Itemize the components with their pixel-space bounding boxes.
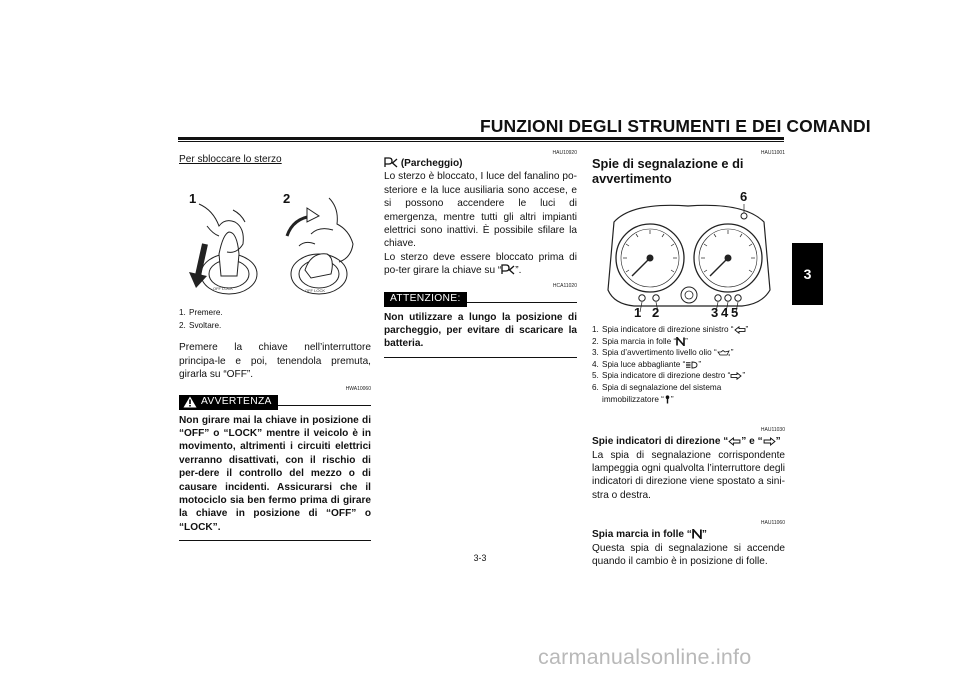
warning-label: AVVERTENZA [201, 396, 272, 408]
subheading-turn-signals: Spie indicatori di direzione “ ” e “ ” [592, 436, 781, 448]
caution-rule [467, 302, 577, 303]
subheading-neutral: Spia marcia in folle “ ” [592, 529, 707, 541]
body-paragraph: Premere la chiave nell’interruttore principa-le e poi, tenendola premuta, girarla su “OFF”. [179, 342, 371, 381]
key-unlock-figure [179, 174, 371, 304]
instrument-cluster-figure [592, 189, 785, 320]
switch-marking-left: OFF LOCK [213, 286, 234, 292]
caption-item: 6. Spia di segnalazione del sistema immobilizzatore “ ” [592, 382, 722, 404]
instrument-cluster-illustration [592, 189, 785, 320]
reference-code: HAU11001 [760, 150, 785, 156]
caption-item: 5. Spia indicatore di direzione destro “ ” [592, 371, 746, 381]
title-rule [178, 137, 784, 140]
reference-code: HWA10060 [345, 385, 371, 392]
body-paragraph: Lo sterzo deve essere bloccato prima di po-ter girare la chiave su “ ”. [384, 251, 577, 277]
section-heading-indicators: Spie di segnalazione e di avvertimento [592, 156, 744, 186]
fig-label-1: 1 [634, 305, 642, 320]
watermark: carmanualsonline.info [538, 645, 752, 669]
switch-marking-right: OFF LOCK [305, 288, 326, 294]
left-turn-icon [728, 437, 741, 446]
figure-caption-list [179, 307, 371, 332]
fig-label-6: 6 [740, 189, 748, 204]
caution-label: ATTENZIONE: [390, 293, 461, 305]
high-beam-icon [685, 361, 698, 369]
caution-header [384, 292, 577, 307]
warning-rule [278, 405, 371, 406]
parking-icon [501, 264, 515, 275]
caption-item: 2. Spia marcia in folle “ ” [592, 336, 688, 346]
body-paragraph: La spia di segnalazione corrispondente lampeggia ogni qualvolta l’interruttore degli indicatori di direzione viene spostato a sini-stra o destra. [592, 449, 785, 501]
right-turn-icon [730, 372, 742, 380]
right-turn-icon [763, 437, 776, 446]
body-paragraph: Questa spia di segnalazione si accende quando il cambio è in posizione di folle. [592, 542, 785, 567]
oil-icon [717, 349, 731, 357]
reference-code: HAU11030 [760, 427, 785, 434]
fig-label-4: 4 [721, 305, 729, 320]
fig-label-5: 5 [731, 305, 739, 320]
parking-icon [384, 157, 398, 168]
caption-item: 1. Spia indicatore di direzione sinistro “ ” [592, 325, 749, 334]
title-rule-thin [178, 141, 784, 142]
reference-code: HAU11060 [760, 520, 785, 527]
body-paragraph: Lo sterzo è bloccato, I luce del fanalino po-steriore e la luce ausiliaria sono accese, e si possono accendere le luci di emergenza, mentre tutti gli altri impianti elettrici sono inattivi. È possibile sfilare la chiave. [384, 171, 577, 250]
caption-item: 2. Svoltare. [179, 320, 222, 330]
section-heading-parking: (Parcheggio) [384, 157, 577, 170]
chapter-tab[interactable]: 3 [792, 243, 823, 305]
page-title: FUNZIONI DEGLI STRUMENTI E DEI COMANDI [480, 116, 871, 136]
page-number: 3-3 [473, 553, 487, 563]
warning-text: Non girare mai la chiave in posizione di “OFF” o “LOCK” mentre il veicolo è in movimento, altrimenti i circuiti elettrici verranno disattivati, con il rischio di per-dere il controllo del mezzo o di causare incidenti. Assicurarsi che il motociclo sia ben fermo prima di girare la chiave in posizione di “OFF” o “LOCK”. [179, 414, 371, 542]
warning-header [179, 395, 371, 410]
warning-badge [179, 395, 278, 410]
indicator-caption-list [592, 324, 785, 405]
section-heading-unlock: Per sbloccare lo sterzo [179, 154, 282, 165]
left-turn-icon [734, 326, 746, 334]
caption-item: 1. Premere. [179, 308, 223, 318]
key-switch-illustration [179, 174, 371, 304]
key-icon [664, 395, 671, 404]
fig-label-3: 3 [711, 305, 719, 320]
column-3 [592, 150, 785, 568]
fig-label-2: 2 [652, 305, 660, 320]
fig-label-1: 1 [189, 191, 197, 207]
fig-label-2: 2 [283, 191, 291, 207]
neutral-icon [692, 529, 702, 539]
column-2 [384, 150, 577, 358]
caption-item: 4. Spia luce abbagliante “ ” [592, 359, 702, 369]
reference-code: HAU10920 [552, 150, 577, 156]
reference-code: HCA11020 [552, 282, 577, 289]
caption-item: 3. Spia d’avvertimento livello olio “ ” [592, 348, 734, 358]
warning-triangle-icon [183, 396, 197, 408]
neutral-icon [676, 337, 685, 346]
caution-badge [384, 292, 467, 307]
column-1 [179, 150, 371, 541]
caution-text: Non utilizzare a lungo la posizione di parcheggio, per evitare di scaricare la batteria. [384, 311, 577, 358]
